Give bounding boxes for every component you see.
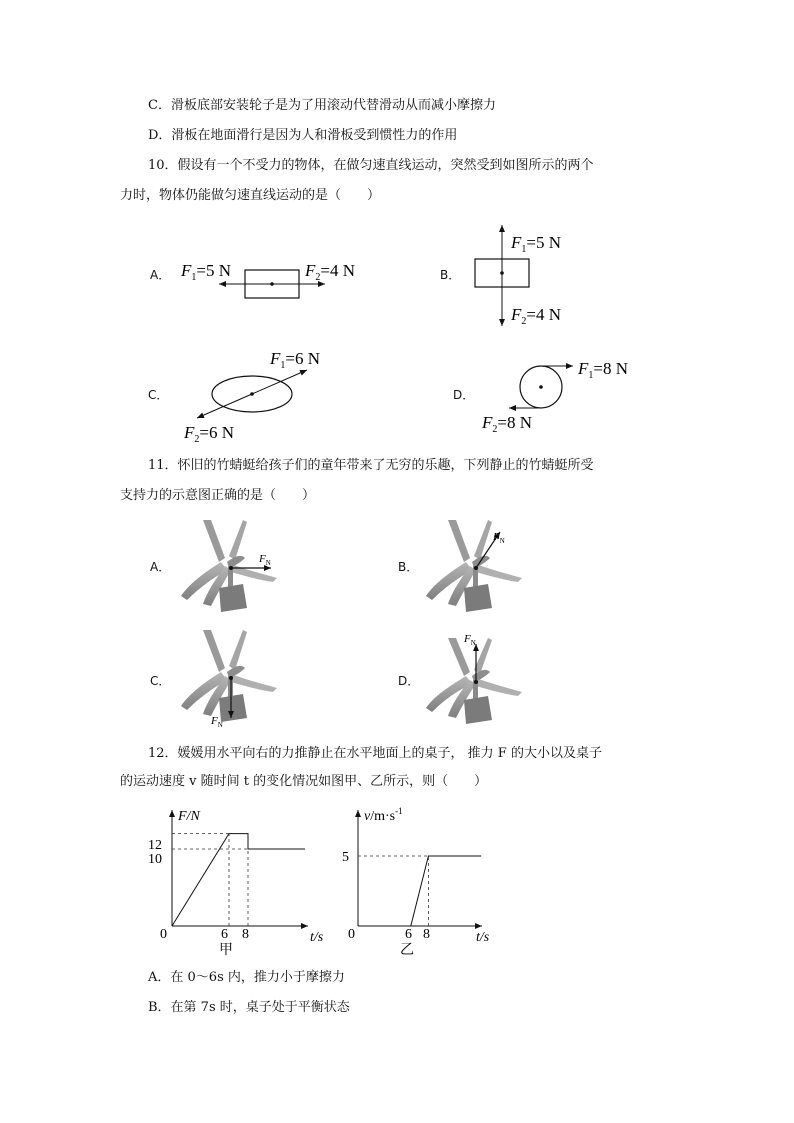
support-force-label: $F_N$ [211,715,223,729]
q10-option-a-label: A． [150,268,171,282]
bamboo-dragonfly [426,520,522,612]
q10-figure-c [180,342,350,445]
force-time-line [172,834,305,926]
force-label-f2: $F_2=4$ N [511,305,562,327]
q11-option-b-label: B． [398,560,419,574]
bamboo-dragonfly [181,630,277,722]
q11-figure-c [175,628,295,728]
question-10-stem-line1: 10．假设有一个不受力的物体，在做匀速直线运动，突然受到如图所示的两个 [148,158,594,173]
x-axis-label: t/s [476,930,490,945]
q10-figure-b [470,222,590,330]
force-label-f1: $F_1=5$ N [181,261,232,283]
force-label-f1: $F_1=8$ N [578,359,629,381]
support-force-label: $F_N$ [493,531,505,545]
q10-option-c-label: C． [148,388,169,402]
center-dot [539,385,543,389]
force-label-f1: $F_1=5$ N [511,233,562,255]
option-d-previous: D．滑板在地面滑行是因为人和滑板受到惯性力的作用 [148,128,458,143]
q10-figure-d [478,352,658,438]
y-axis-label: $v/m\cdot s^{-1}$ [364,806,403,824]
dashed-guides [172,834,248,926]
q10-option-b-label: B． [440,268,461,282]
question-12-stem-line2: 的运动速度 v 随时间 t 的变化情况如图甲、乙所示，则（ ） [120,774,488,789]
x-tick-label: 6 [221,927,228,942]
force-label-f2: $F_2=6$ N [184,423,235,445]
origin-label: 0 [160,927,167,942]
bamboo-dragonfly [426,638,522,724]
question-11-stem-line2: 支持力的示意图正确的是（ ） [120,488,316,503]
graph-yi [330,800,510,960]
answer-option-a: A．在 0～6s 内，推力小于摩擦力 [148,970,345,985]
q11-option-a-label: A． [150,560,171,574]
force-label-f2: $F_2=4$ N [305,261,356,283]
y-tick-label: 5 [342,850,349,865]
y-tick-label: 12 [148,838,162,853]
support-force-label: $F_N$ [259,553,271,567]
q11-option-c-label: C． [150,674,171,688]
q11-figure-d [420,628,540,728]
q11-figure-b [420,518,540,618]
velocity-time-line [411,856,481,926]
q10-figure-a [175,250,390,300]
answer-option-b: B．在第 7s 时，桌子处于平衡状态 [148,1000,350,1015]
x-tick-label: 8 [242,927,249,942]
y-tick-label: 10 [148,852,162,867]
force-label-f1: $F_1=6$ N [270,349,321,371]
origin-label: 0 [348,927,355,942]
force-label-f2: $F_2=8$ N [482,413,533,435]
support-force-label: $F_N$ [464,633,476,647]
question-10-stem-line2: 力时，物体仍能做匀速直线运动的是（ ） [120,188,381,203]
q11-figure-a [175,518,295,618]
option-c-previous: C．滑板底部安装轮子是为了用滚动代替滑动从而减小摩擦力 [148,98,496,113]
graph-name: 乙 [400,943,414,958]
force-arrow-f1 [252,370,307,394]
graph-jia [140,800,324,960]
question-12-stem-line1: 12．媛媛用水平向右的力推静止在水平地面上的桌子， 推力 F 的大小以及桌子 [148,746,602,761]
dashed-guides [358,856,428,926]
q10-option-d-label: D． [453,388,475,402]
x-tick-label: 8 [423,927,430,942]
question-11-stem-line1: 11．怀旧的竹蜻蜓给孩子们的童年带来了无穷的乐趣，下列静止的竹蜻蜓所受 [148,458,594,473]
x-tick-label: 6 [405,927,412,942]
bamboo-dragonfly [181,520,277,612]
y-axis-label: F/N [178,809,200,824]
graph-name: 甲 [219,943,233,958]
force-arrow-f2 [197,394,252,418]
x-axis-label: t/s [310,930,324,945]
q11-option-d-label: D． [398,674,420,688]
